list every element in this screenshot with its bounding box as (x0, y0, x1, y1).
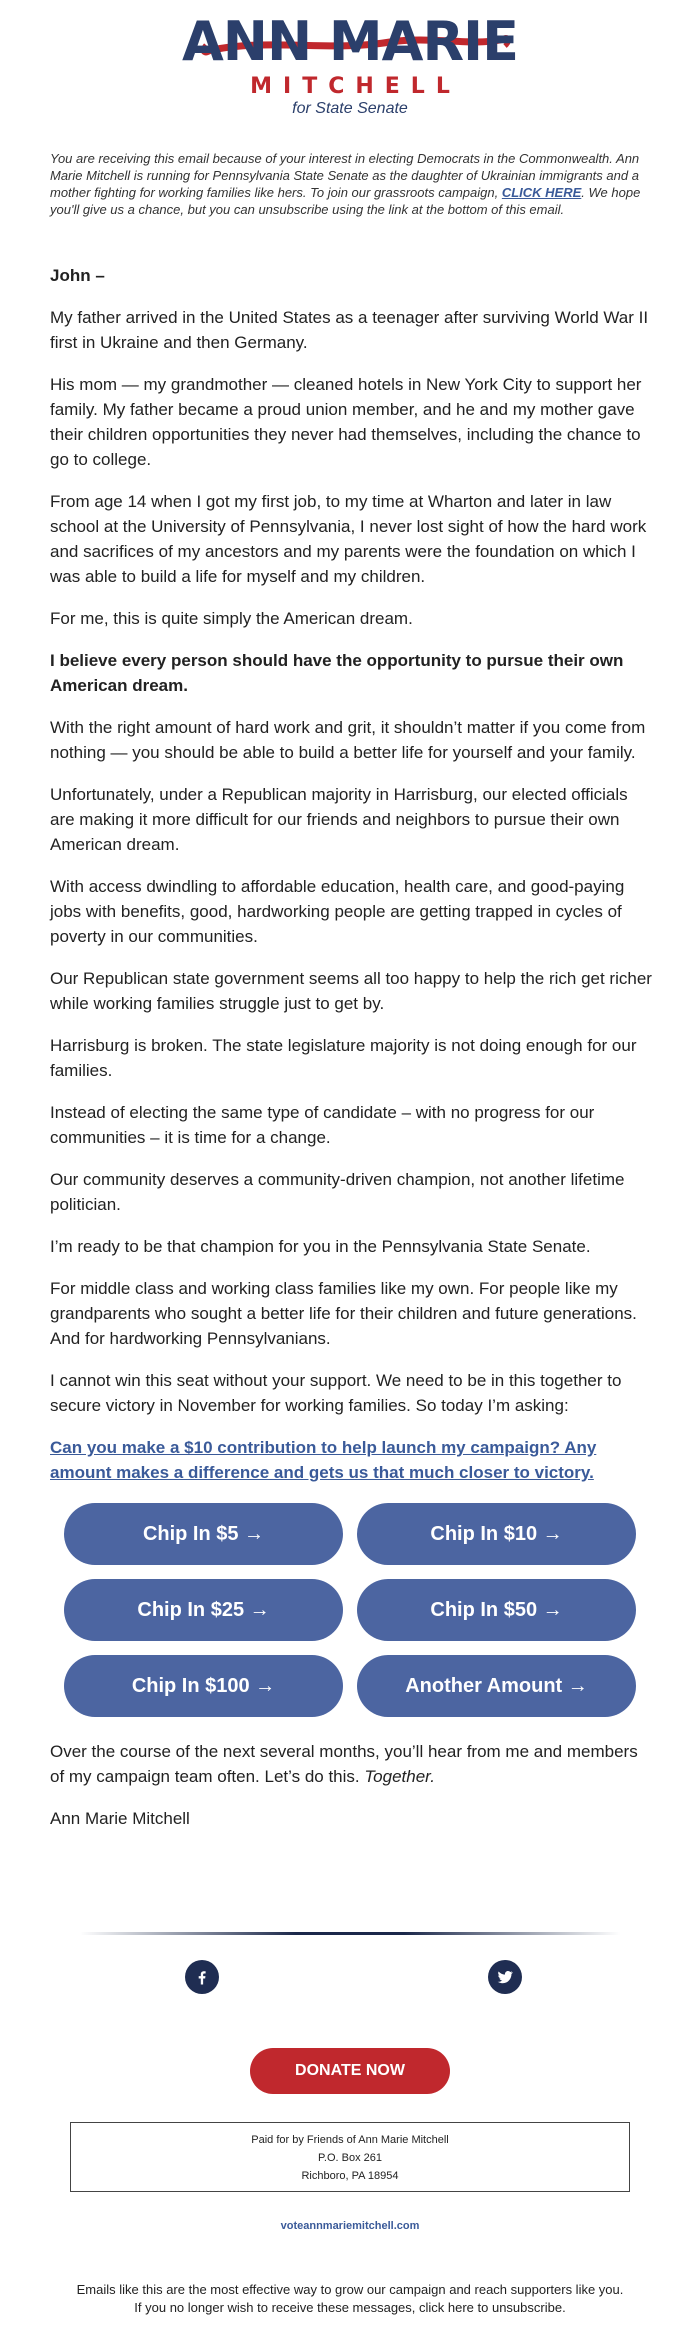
paragraph: From age 14 when I got my first job, to my time at Wharton and later in law school at the University of Pennsylvania, I never lost sight of how the hard work and sacrifices of my ancestors and my parents were the foundation on which I was able to build a life for myself and my children. (50, 492, 647, 586)
chip-in-100-button[interactable]: Chip In $100 → (64, 1655, 343, 1717)
paid-for-line: Paid for by Friends of Ann Marie Mitchell (251, 2134, 449, 2146)
paid-for-disclaimer (70, 2122, 630, 2192)
logo-name-last: MITCHELL (250, 74, 461, 99)
paid-for-address: P.O. Box 261 (317, 2152, 382, 2164)
email-disclaimer (50, 150, 650, 218)
paragraph: My father arrived in the United States as a teenager after surviving World War II first in Ukraine and then Germany. (50, 308, 649, 352)
chip-in-10-button[interactable]: Chip In $10 → (357, 1503, 636, 1565)
bold-paragraph: I believe every person should have the opportunity to pursue their own American dream. (50, 651, 624, 695)
campaign-logo (0, 12, 700, 120)
paragraph: I’m ready to be that champion for you in the Pennsylvania State Senate. (50, 1237, 591, 1256)
donate-now-button[interactable]: DONATE NOW (250, 2048, 450, 2094)
signature: Ann Marie Mitchell (50, 1809, 190, 1828)
logo-name-first: ANN MARIE (181, 10, 519, 73)
facebook-icon[interactable] (185, 1960, 219, 1994)
join-campaign-link[interactable]: CLICK HERE (501, 185, 582, 200)
paragraph: Unfortunately, under a Republican majority in Harrisburg, our elected officials are making it more difficult for our friends and neighbors to pursue their own American dream. (50, 785, 628, 854)
unsubscribe-footer (0, 2281, 700, 2317)
closing-paragraph (50, 1739, 655, 1789)
letter-body (50, 263, 655, 1502)
paragraph: With access dwindling to affordable education, health care, and good-paying jobs with benefits, good, hardworking people are getting trapped in cycles of poverty in our communities. (50, 877, 625, 946)
closing-emphasis: Together. (364, 1767, 435, 1786)
website-link[interactable]: voteannmariemitchell.com (280, 2220, 420, 2232)
chip-in-5-button[interactable]: Chip In $5 → (64, 1503, 343, 1565)
paragraph: Harrisburg is broken. The state legislature majority is not doing enough for our families. (50, 1036, 637, 1080)
chip-in-50-button[interactable]: Chip In $50 → (357, 1579, 636, 1641)
disclaimer-text-before: You are receiving this email because of your interest in electing Democrats in the Commonwealth. Ann Marie Mitchell is running for Pennsylvania State Senate as the daughter of Ukrainian immigrants and a mother fighting for working families like hers. To join our grassroots campaign, (50, 151, 640, 200)
footer-divider (80, 1932, 620, 1935)
closing-text: Over the course of the next several months, you’ll hear from me and members of my campaign team often. Let’s do this. (50, 1742, 638, 1786)
paragraph: His mom — my grandmother — cleaned hotels in New York City to support her family. My father became a proud union member, and he and my mother gave their children opportunities they never had themselves, including the chance to go to college. (50, 375, 642, 469)
logo-tagline: for State Senate (292, 100, 408, 117)
paid-for-city: Richboro, PA 18954 (301, 2170, 399, 2182)
paragraph: Our community deserves a community-driven champion, not another lifetime politician. (50, 1170, 625, 1214)
letter-closing (50, 1739, 655, 1848)
chip-in-25-button[interactable]: Chip In $25 → (64, 1579, 343, 1641)
paragraph: Our Republican state government seems all too happy to help the rich get richer while working families struggle just to get by. (50, 969, 652, 1013)
paragraph: Instead of electing the same type of candidate – with no progress for our communities – it is time for a change. (50, 1103, 595, 1147)
greeting: John – (50, 266, 105, 285)
donation-button-grid (64, 1503, 636, 1729)
paragraph: I cannot win this seat without your support. We need to be in this together to secure victory in November for working families. So today I’m asking: (50, 1371, 622, 1415)
paragraph: With the right amount of hard work and grit, it shouldn’t matter if you come from nothing — you should be able to build a better life for yourself and your family. (50, 718, 646, 762)
twitter-icon[interactable] (488, 1960, 522, 1994)
contribution-ask-link[interactable]: Can you make a $10 contribution to help launch my campaign? Any amount makes a difference and gets us that much closer to victory. (50, 1438, 597, 1482)
paragraph: For middle class and working class families like my own. For people like my grandparents who sought a better life for their children and future generations. And for hardworking Pennsylvanians. (50, 1279, 637, 1348)
disclaimer-text-after: . We hope you'll give us a chance, but you can unsubscribe using the link at the bottom of this email. (50, 185, 641, 217)
unsubscribe-link[interactable]: If you no longer wish to receive these messages, click here to unsubscribe. (134, 2300, 566, 2315)
footer-note: Emails like this are the most effective way to grow our campaign and reach supporters like you. (76, 2282, 624, 2297)
another-amount-button[interactable]: Another Amount → (357, 1655, 636, 1717)
paragraph: For me, this is quite simply the American dream. (50, 609, 413, 628)
